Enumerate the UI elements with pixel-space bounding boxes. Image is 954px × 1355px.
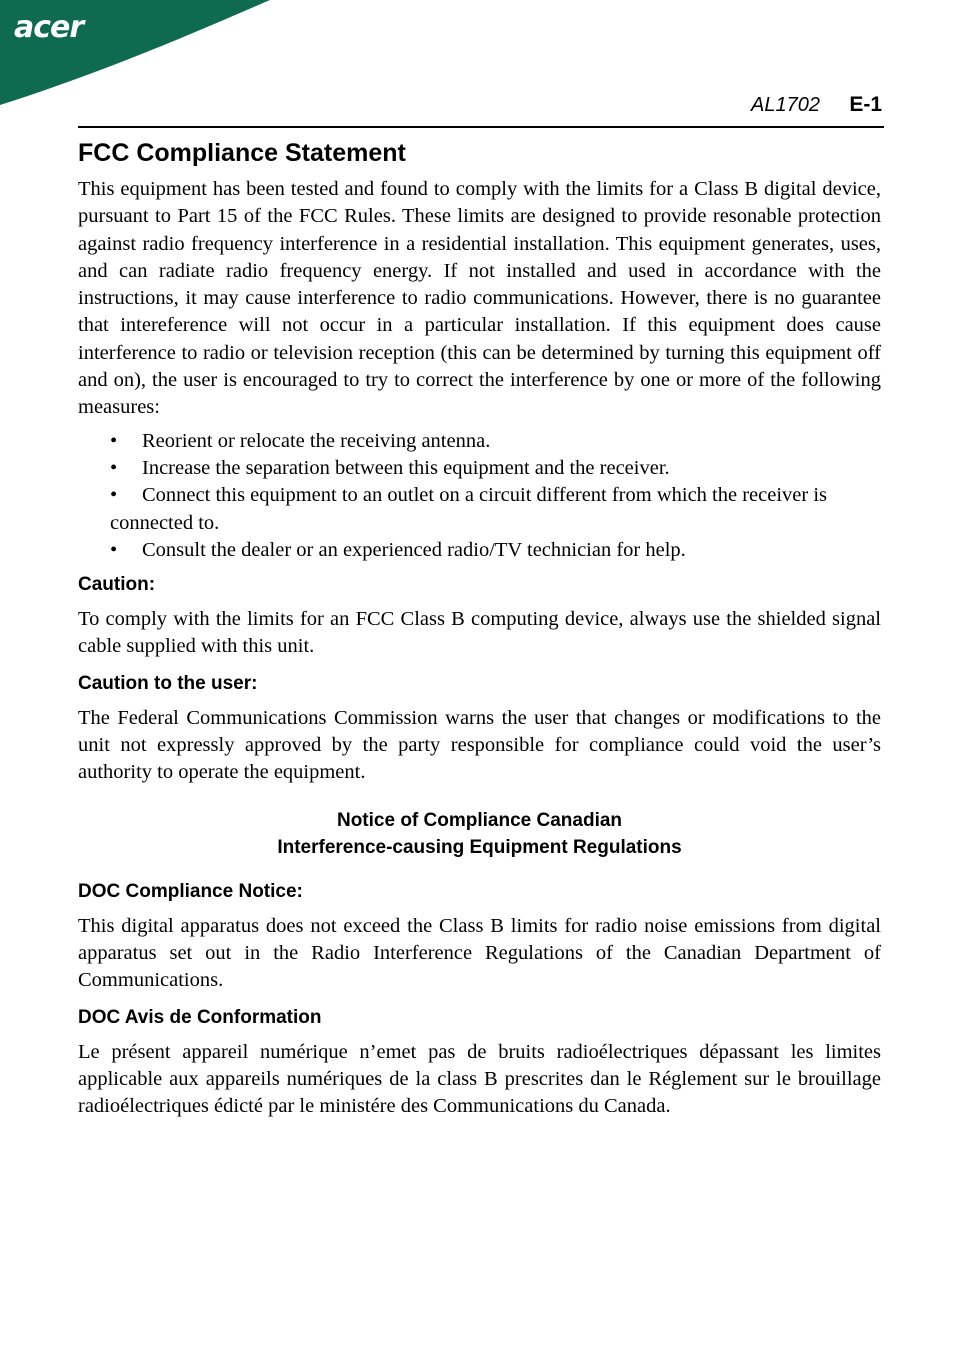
list-item: • Connect this equipment to an outlet on a circuit different from which the receiver is connected to. [110,484,828,534]
model-name: AL1702 [751,94,820,116]
fcc-title: FCC Compliance Statement [78,139,406,167]
caution-heading: Caution: [78,574,156,596]
list-item: • Consult the dealer or an experienced radio/TV technician for help. [78,537,881,564]
list-item: • Reorient or relocate the receiving antenna. [78,428,881,455]
list-item: • Increase the separation between this equipment and the receiver. [78,455,881,482]
doc-notice-body: This digital apparatus does not exceed the Class B limits for radio noise emissions from digital apparatus set out in the Radio Interference Regulations of the Canadian Department of Communications. [78,914,881,992]
doc-avis-body: Le présent appareil numérique n’emet pas de bruits radioélectriques dépassant les limites applicable aux appareils numériques de la class B prescrites dan le Réglement sur le brouillage radioélectriques édicté par le ministére des Communications du Canada. [78,1040,881,1118]
fcc-body: This equipment has been tested and found to comply with the limits for a Class B digital device, pursuant to Part 15 of the FCC Rules. These limits are designed to provide resonable protection against radio frequency interference in a residential installation. This equipment generates, uses, and can radiate radio frequency energy. If not installed and used in accordance with the instructions, it may cause interference to radio communications. However, there is no guarantee that intereference will not occur in a particular installation. If this equipment does cause interference to radio or television reception (this can be determined by turning this equipment off and on), the user is encouraged to try to correct the interference by one or more of the following measures: [78,178,881,419]
page-number: E-1 [849,93,882,116]
bullet-icon: • [110,484,118,507]
document-body [78,134,881,1120]
caution-user-body: The Federal Communications Commission warns the user that changes or modifications to the unit not expressly approved by the party responsible for compliance could void the user’s authority to operate the equipment. [78,706,881,784]
caution-user-heading: Caution to the user: [78,672,258,694]
doc-notice-heading: DOC Compliance Notice: [78,880,303,902]
doc-avis-heading: DOC Avis de Conformation [78,1006,322,1028]
page-header [78,92,884,128]
canadian-notice-line1: Notice of Compliance Canadian [336,809,623,831]
caution-body: To comply with the limits for an FCC Class B computing device, always use the shielded signal cable supplied with this unit. [78,608,881,658]
bullet-icon: • [110,429,118,452]
bullet-icon: • [110,538,118,561]
bullet-icon: • [110,456,118,479]
measures-list [78,428,881,564]
canadian-notice-heading [78,807,881,861]
canadian-notice-line2: Interference-causing Equipment Regulations [277,836,682,858]
acer-logo: acer [14,10,84,45]
